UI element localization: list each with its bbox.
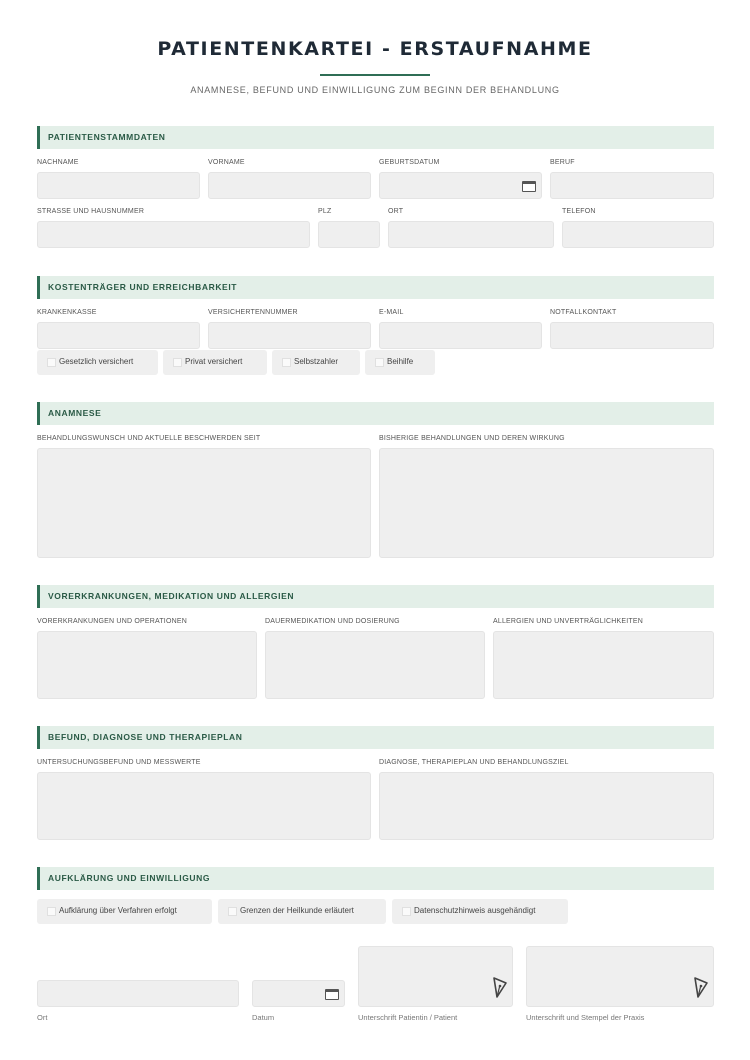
plz-field[interactable] [318,221,380,248]
calendar-icon[interactable] [522,181,536,192]
form-subtitle: ANAMNESE, BEFUND UND EINWILLIGUNG ZUM BEGINN DER BEHANDLUNG [190,85,560,95]
section-header-vorerkrankungen [37,585,714,608]
checkbox-label: Datenschutzhinweis ausgehändigt [414,906,536,915]
checkbox-box[interactable] [282,358,291,367]
label-allergien: ALLERGIEN UND UNVERTRÄGLICHKEITEN [493,618,644,625]
checkbox-box[interactable] [402,907,411,916]
label-ort: ORT [388,208,404,215]
checkbox-beihilfe[interactable] [365,350,435,375]
ort-field[interactable] [388,221,554,248]
vorerkrankungen-textarea[interactable] [37,631,257,699]
label-signature-patient: Unterschrift Patientin / Patient [358,1013,458,1022]
diagnose-textarea[interactable] [379,772,714,840]
label-geburtsdatum: GEBURTSDATUM [379,159,440,166]
checkbox-label: Beihilfe [387,357,414,366]
label-nachname: NACHNAME [37,159,79,166]
beruf-field[interactable] [550,172,714,199]
checkbox-privat[interactable] [163,350,267,375]
section-title: ANAMNESE [48,408,102,418]
section-title: AUFKLÄRUNG UND EINWILLIGUNG [48,873,211,883]
title-underline [320,74,430,76]
checkbox-label: Grenzen der Heilkunde erläutert [240,906,354,915]
signature-patient-field[interactable] [358,946,513,1007]
email-field[interactable] [379,322,542,349]
label-untersuchungsbefund: UNTERSUCHUNGSBEFUND UND MESSWERTE [37,759,201,766]
label-dauermedikation: DAUERMEDIKATION UND DOSIERUNG [265,618,400,625]
label-vorerkrankungen: VORERKRANKUNGEN UND OPERATIONEN [37,618,187,625]
label-diagnose: DIAGNOSE, THERAPIEPLAN UND BEHANDLUNGSZIEL [379,759,569,766]
label-telefon: TELEFON [562,208,596,215]
label-strasse: STRASSE UND HAUSNUMMER [37,208,145,215]
pen-icon [693,977,709,999]
section-header-befund [37,726,714,749]
section-header-kosten [37,276,714,299]
strasse-field[interactable] [37,221,310,248]
label-datum-footer: Datum [252,1013,275,1022]
checkbox-selbstzahler[interactable] [272,350,360,375]
label-notfallkontakt: NOTFALLKONTAKT [550,309,617,316]
checkbox-gesetzlich[interactable] [37,350,158,375]
krankenkasse-field[interactable] [37,322,200,349]
label-signature-praxis: Unterschrift und Stempel der Praxis [526,1013,645,1022]
form-title: PATIENTENKARTEI - ERSTAUFNAHME [157,38,593,60]
label-beruf: BERUF [550,159,575,166]
versichertennummer-field[interactable] [208,322,371,349]
bisherige-behandlungen-textarea[interactable] [379,448,714,558]
vorname-field[interactable] [208,172,371,199]
behandlungswunsch-textarea[interactable] [37,448,371,558]
untersuchungsbefund-textarea[interactable] [37,772,371,840]
notfallkontakt-field[interactable] [550,322,714,349]
checkbox-box[interactable] [47,358,56,367]
checkbox-aufklaerung-verfahren[interactable] [37,899,212,924]
telefon-field[interactable] [562,221,714,248]
label-versichertennummer: VERSICHERTENNUMMER [208,309,298,316]
label-krankenkasse: KRANKENKASSE [37,309,97,316]
calendar-icon[interactable] [325,989,339,1000]
allergien-textarea[interactable] [493,631,714,699]
checkbox-label: Gesetzlich versichert [59,357,134,366]
nachname-field[interactable] [37,172,200,199]
label-plz: PLZ [318,208,332,215]
section-header-stammdaten [37,126,714,149]
checkbox-label: Privat versichert [185,357,243,366]
label-bisherige-behandlungen: BISHERIGE BEHANDLUNGEN UND DEREN WIRKUNG [379,435,565,442]
pen-icon [492,977,508,999]
geburtsdatum-field[interactable] [379,172,542,199]
label-ort-footer: Ort [37,1013,48,1022]
checkbox-grenzen-heilkunde[interactable] [218,899,386,924]
checkbox-box[interactable] [375,358,384,367]
checkbox-box[interactable] [47,907,56,916]
checkbox-label: Aufklärung über Verfahren erfolgt [59,906,177,915]
section-header-anamnese [37,402,714,425]
section-title: VORERKRANKUNGEN, MEDIKATION UND ALLERGIEN [48,591,295,601]
section-title: PATIENTENSTAMMDATEN [48,132,166,142]
checkbox-label: Selbstzahler [294,357,339,366]
dauermedikation-textarea[interactable] [265,631,485,699]
section-header-aufklaerung [37,867,714,890]
label-email: E-MAIL [379,309,404,316]
checkbox-datenschutz[interactable] [392,899,568,924]
datum-field[interactable] [252,980,345,1007]
section-title: KOSTENTRÄGER UND ERREICHBARKEIT [48,282,238,292]
ort-signature-field[interactable] [37,980,239,1007]
label-behandlungswunsch: BEHANDLUNGSWUNSCH UND AKTUELLE BESCHWERDEN SEIT [37,435,261,442]
checkbox-box[interactable] [173,358,182,367]
label-vorname: VORNAME [208,159,245,166]
signature-praxis-field[interactable] [526,946,714,1007]
section-title: BEFUND, DIAGNOSE UND THERAPIEPLAN [48,732,243,742]
checkbox-box[interactable] [228,907,237,916]
